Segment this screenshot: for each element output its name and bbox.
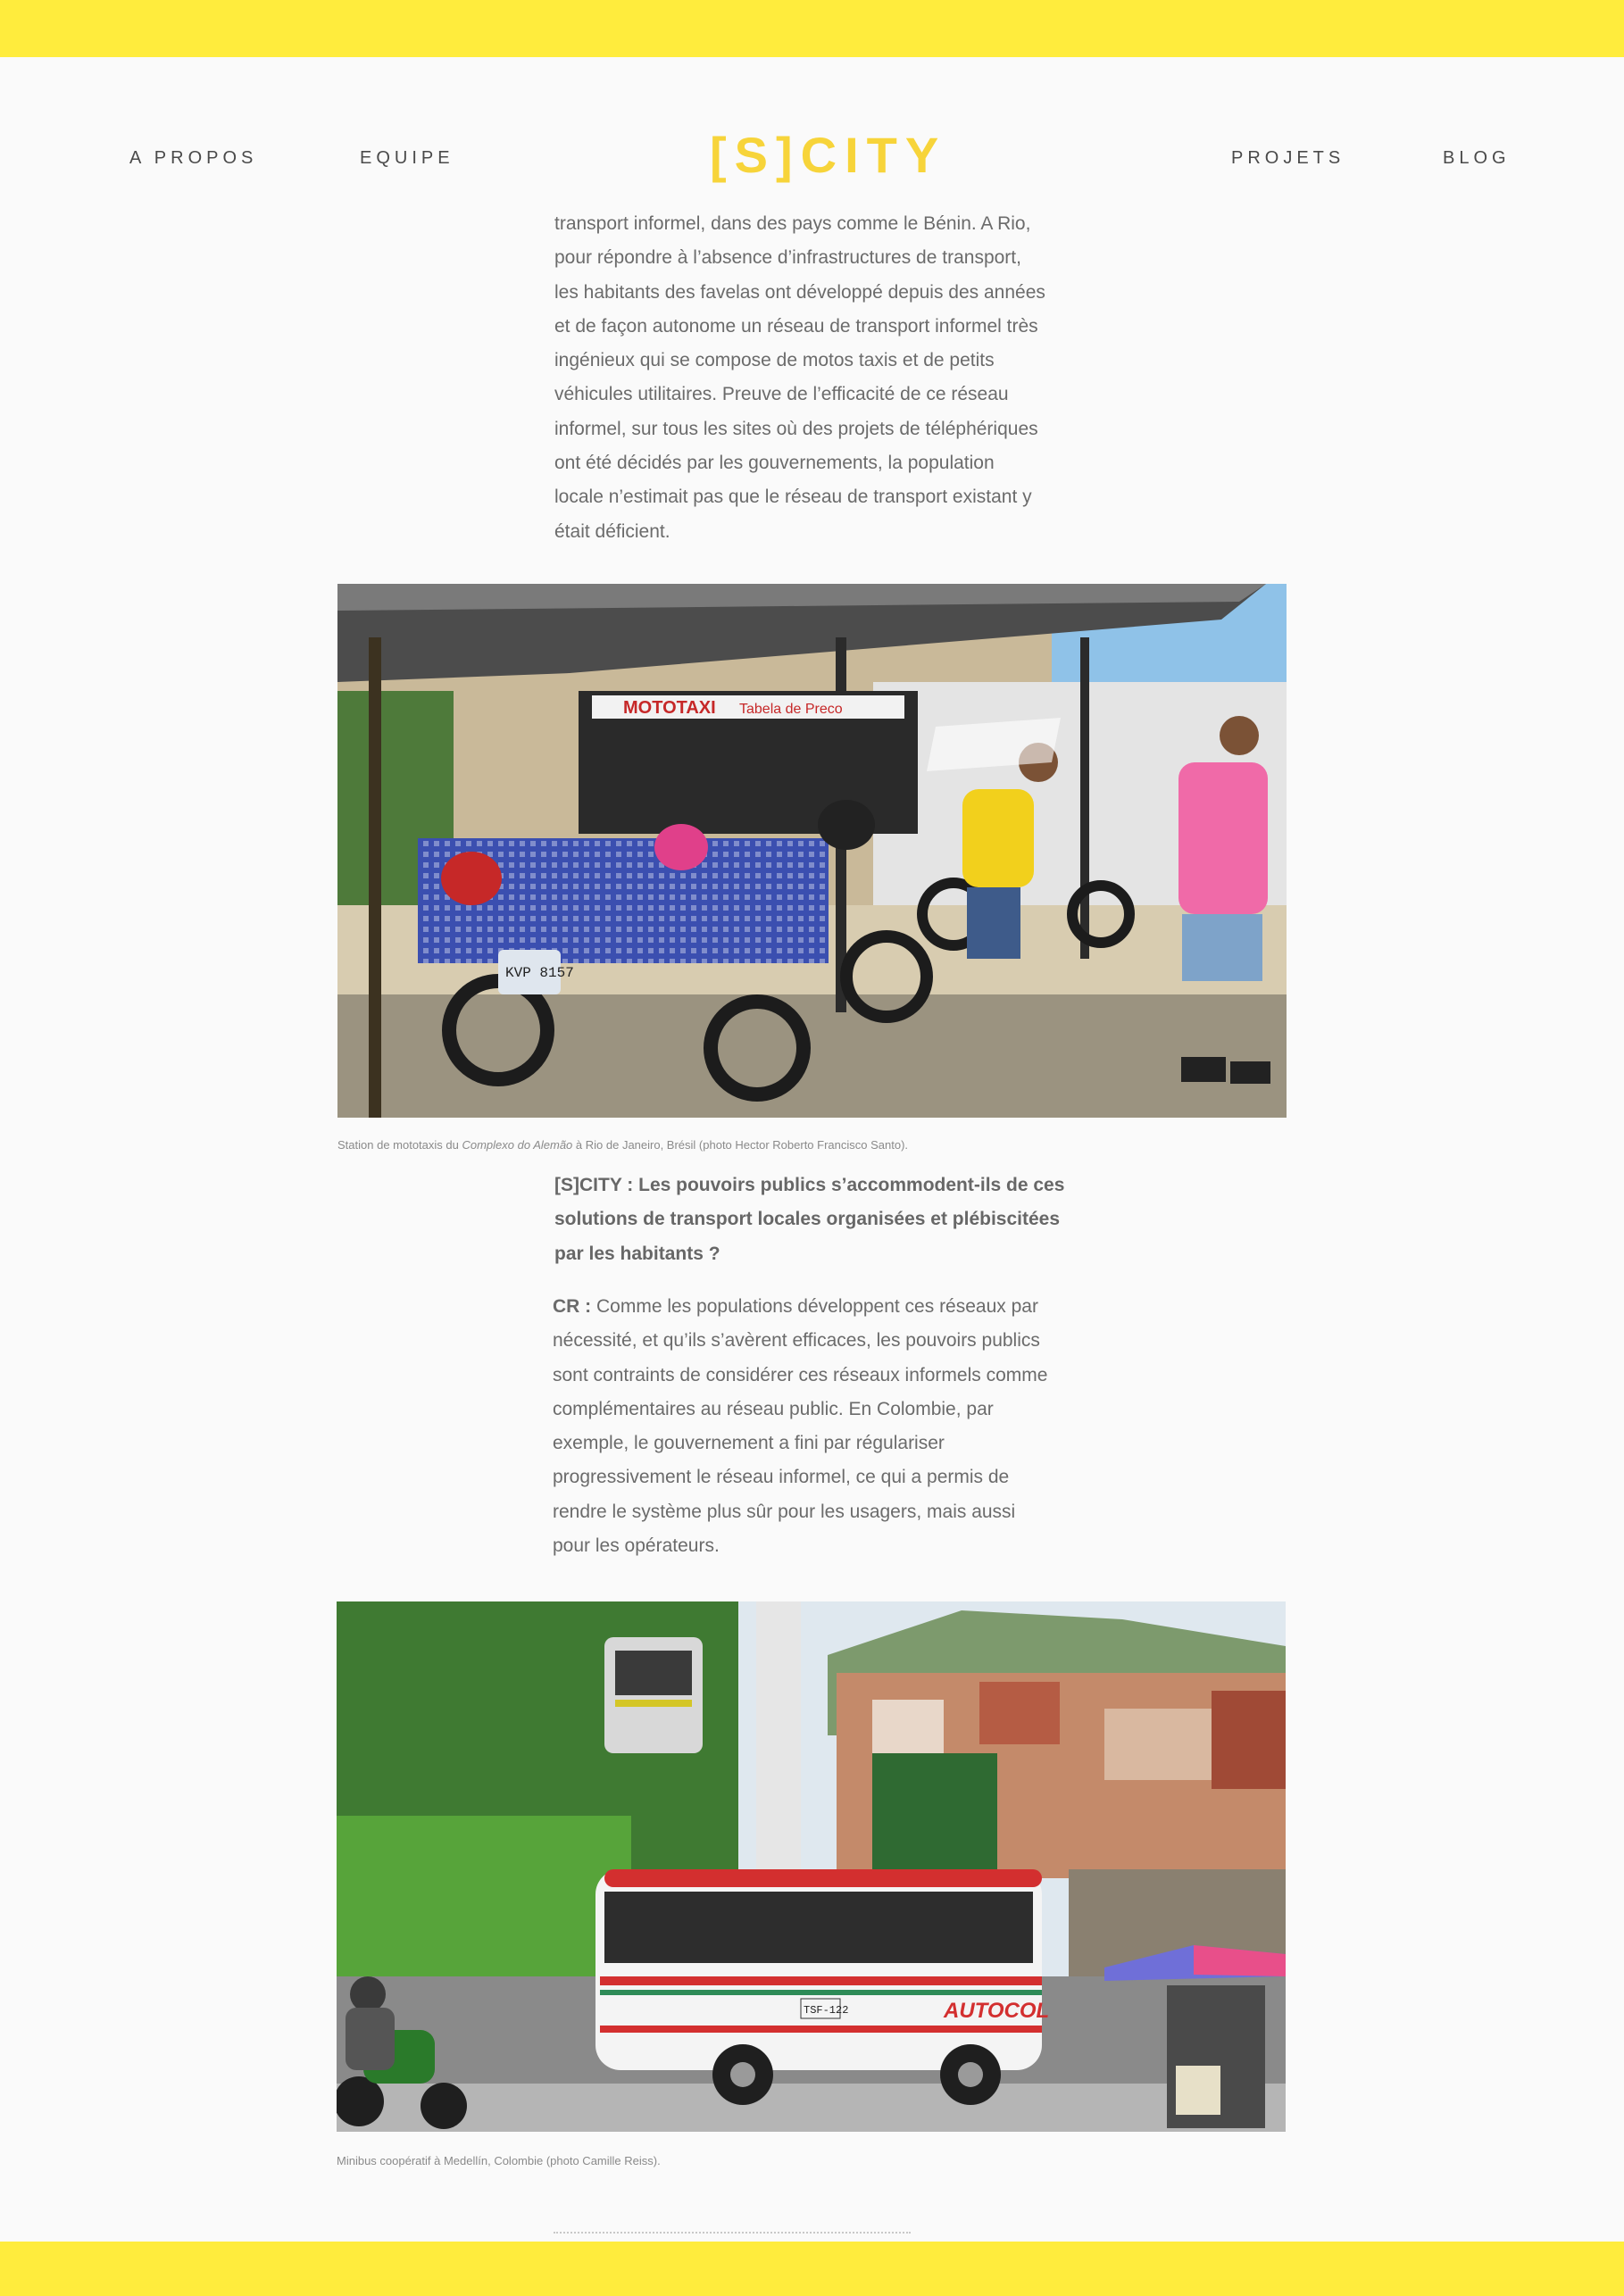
interview-answer bbox=[553, 1290, 1070, 1563]
caption-text: Station de mototaxis du bbox=[337, 1138, 462, 1152]
nav-projects-link[interactable]: PROJETS bbox=[1231, 148, 1345, 168]
text-line: transport informel, dans des pays comme le Bénin. A Rio, bbox=[554, 213, 1031, 234]
article-paragraph-1 bbox=[554, 207, 1072, 549]
text-line: ingénieux qui se compose de motos taxis et de petits bbox=[554, 350, 995, 371]
text-line: exemple, le gouvernement a fini par régulariser bbox=[553, 1433, 945, 1454]
text-line: les habitants des favelas ont développé depuis des années bbox=[554, 281, 1045, 303]
text-line: progressivement le réseau informel, ce qui a permis de bbox=[553, 1467, 1010, 1488]
site-logo[interactable]: [S]CITY bbox=[710, 127, 947, 183]
interview-question bbox=[554, 1169, 1072, 1271]
answer-lead: CR : bbox=[553, 1296, 592, 1317]
text-line: locale n’estimait pas que le réseau de transport existant y bbox=[554, 487, 1032, 508]
text-line: nécessité, et qu’ils s’avèrent efficaces, les pouvoirs publics bbox=[553, 1330, 1040, 1352]
top-yellow-bar bbox=[0, 0, 1624, 57]
license-plate-text: KVP 8157 bbox=[505, 965, 574, 981]
text-line: pour répondre à l’absence d’infrastructures de transport, bbox=[554, 247, 1021, 269]
minibus-medellin-photo bbox=[337, 1601, 1286, 2132]
minibus-brand-text: AUTOCOL bbox=[944, 1999, 1050, 2023]
nav-about-link[interactable]: A PROPOS bbox=[129, 148, 258, 168]
minibus-plate-text: TSF-122 bbox=[804, 2004, 849, 2017]
text-line: [S]CITY : Les pouvoirs publics s’accommodent-ils de ces bbox=[554, 1175, 1065, 1195]
mototaxi-sign-text: MOTOTAXI bbox=[623, 698, 716, 718]
text-line: complémentaires au réseau public. En Colombie, par bbox=[553, 1398, 994, 1419]
text-line: informel, sur tous les sites où des projets de téléphériques bbox=[554, 418, 1038, 439]
nav-team-link[interactable]: EQUIPE bbox=[360, 148, 454, 168]
text-line: et de façon autonome un réseau de transport informel très bbox=[554, 315, 1038, 337]
bottom-yellow-bar bbox=[0, 2242, 1624, 2296]
answer-text: Comme les populations développent ces réseaux par bbox=[591, 1296, 1038, 1317]
text-line: était déficient. bbox=[554, 520, 670, 542]
text-line: ont été décidés par les gouvernements, la population bbox=[554, 453, 995, 474]
figure2-caption: Minibus coopératif à Medellín, Colombie (photo Camille Reiss). bbox=[337, 2154, 661, 2167]
caption-emphasis: Complexo do Alemão bbox=[462, 1138, 573, 1152]
figure1-caption bbox=[337, 1138, 908, 1152]
text-line: véhicules utilitaires. Preuve de l’efficacité de ce réseau bbox=[554, 384, 1009, 405]
mototaxi-sign-subtitle: Tabela de Preco bbox=[739, 702, 843, 717]
text-line: rendre le système plus sûr pour les usagers, mais aussi bbox=[553, 1501, 1016, 1522]
text-line: sont contraints de considérer ces réseaux informels comme bbox=[553, 1364, 1048, 1385]
text-line: pour les opérateurs. bbox=[553, 1535, 720, 1557]
text-line: solutions de transport locales organisées et plébiscitées bbox=[554, 1209, 1061, 1230]
text-line: par les habitants ? bbox=[554, 1243, 720, 1264]
mototaxi-station-photo bbox=[337, 584, 1287, 1118]
text-line bbox=[553, 1290, 1070, 1324]
nav-blog-link[interactable]: BLOG bbox=[1443, 148, 1511, 168]
cut-off-text-line bbox=[554, 2232, 911, 2237]
caption-text: à Rio de Janeiro, Brésil (photo Hector Roberto Francisco Santo). bbox=[572, 1138, 909, 1152]
